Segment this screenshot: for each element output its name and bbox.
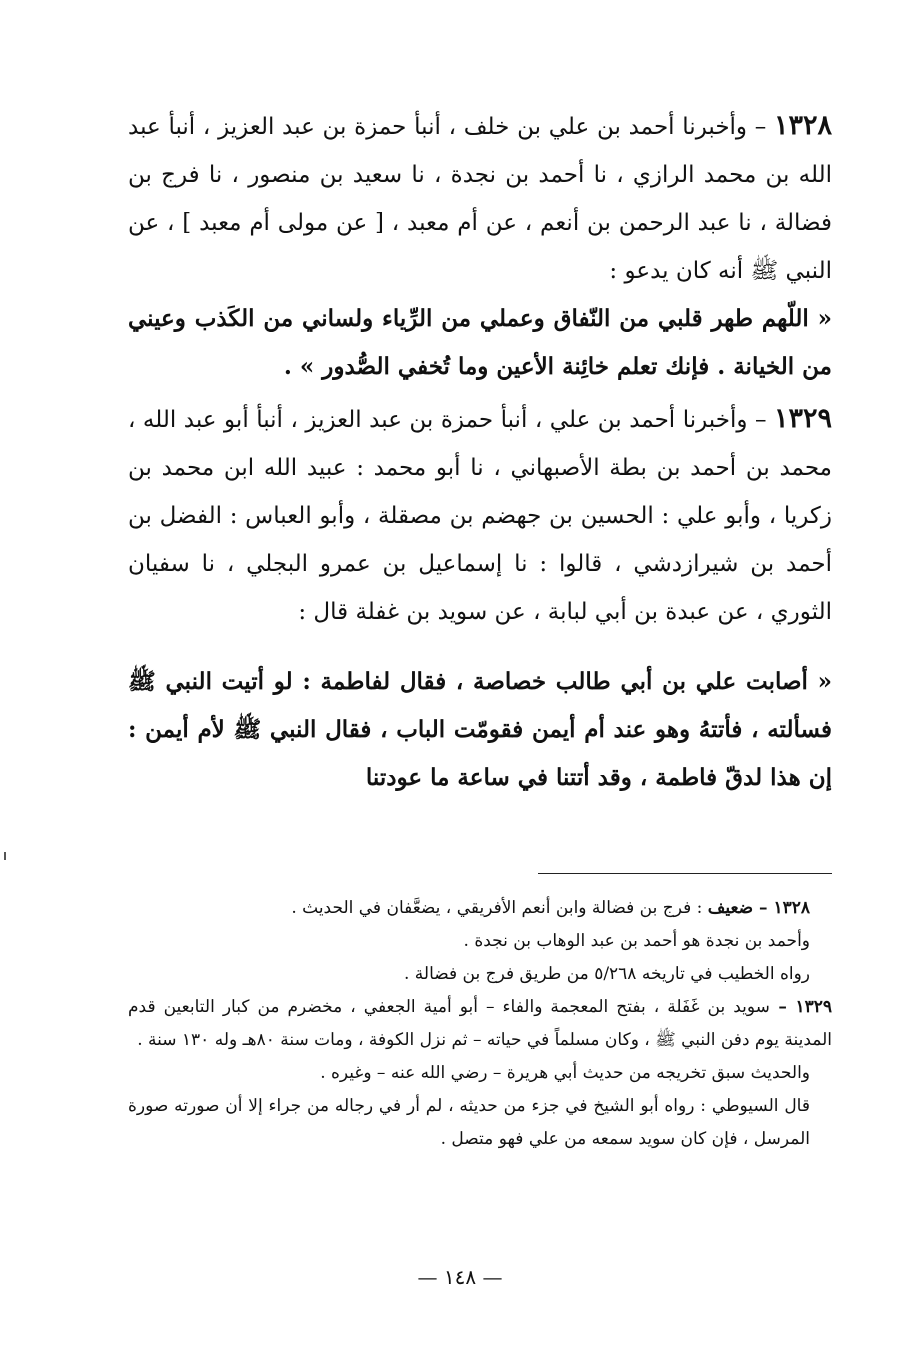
footnote-1329-line: والحديث سبق تخريجه من حديث أبي هريرة – رضي الله عنه – وغيره . bbox=[320, 1063, 810, 1083]
footnote-grade: ضعيف bbox=[707, 898, 754, 918]
number-dash: – bbox=[769, 997, 796, 1017]
hadith-number: ١٣٢٨ bbox=[774, 110, 833, 141]
number-dash: – bbox=[747, 407, 774, 433]
footnote-1328-line bbox=[128, 892, 832, 925]
footnotes bbox=[128, 892, 832, 1156]
hadith-1328-text: « اللّهم طهر قلبي من النّفاق وعملي من الرِّياء ولساني من الكَذب وعيني من الخيانة . فإنك تعلم خائِنة الأعين وما تُخفي الصُّدور » . bbox=[128, 305, 832, 380]
footnote-1328-line: رواه الخطيب في تاريخه ٥/٢٦٨ من طريق فرج بن فضالة . bbox=[404, 964, 810, 984]
footnote-1328-line: وأحمد بن نجدة هو أحمد بن عبد الوهاب بن نجدة . bbox=[463, 931, 810, 951]
hadith-1329-chain bbox=[128, 395, 832, 636]
footnote-number: ١٣٢٨ bbox=[773, 898, 810, 918]
spacer bbox=[128, 636, 832, 658]
footnote-1329-line bbox=[128, 991, 832, 1057]
page-number: — ١٤٨ — bbox=[417, 1265, 503, 1289]
footnote-text: : فرج بن فضالة وابن أنعم الأفريقي ، يضعَّفان في الحديث . bbox=[291, 898, 708, 918]
hadith-number: ١٣٢٩ bbox=[774, 403, 833, 434]
hadith-chain-text: وأخبرنا أحمد بن علي بن خلف ، أنبأ حمزة بن عبد العزيز ، أنبأ عبد الله بن محمد الرازي ، نا أحمد بن نجدة ، نا سعيد بن منصور ، نا فرج بن فضالة ، نا عبد الرحمن بن أنعم ، عن أم معبد ، [ عن مولى أم معبد ] ، عن النبي ﷺ أنه كان يدعو : bbox=[128, 114, 832, 284]
number-dash: – bbox=[747, 114, 774, 140]
footnote-1329-line: قال السيوطي : رواه أبو الشيخ في جزء من حديثه ، لم أر في رجاله من جراء إلا أن صورته صورة المرسل ، فإن كان سويد سمعه من علي فهو متصل . bbox=[128, 1096, 810, 1149]
scan-mark bbox=[4, 852, 6, 860]
main-text bbox=[128, 102, 832, 802]
hadith-chain-text: وأخبرنا أحمد بن علي ، أنبأ حمزة بن عبد العزيز ، أنبأ أبو عبد الله ، محمد بن أحمد بن بطة الأصبهاني ، نا أبو محمد : عبيد الله ابن محمد بن زكريا ، وأبو علي : الحسين بن جهضم بن مصقلة ، وأبو العباس : الفضل بن أحمد بن شيرازدشي ، قالوا : نا إسماعيل بن عمرو البجلي ، نا سفيان الثوري ، عن عبدة بن أبي لبابة ، عن سويد بن غفلة قال : bbox=[128, 407, 832, 625]
number-dash: – bbox=[753, 898, 774, 918]
footnote-text: سويد بن غَفَلة ، بفتح المعجمة والفاء – أبو أمية الجعفي ، مخضرم من كبار التابعين قدم المدينة يوم دفن النبي ﷺ ، وكان مسلماً في حياته – ثم نزل الكوفة ، ومات سنة ٨٠هـ وله ١٣٠ سنة . bbox=[128, 997, 832, 1050]
footnote-number: ١٣٢٩ bbox=[795, 997, 832, 1017]
hadith-1329-text: « أصابت علي بن أبي طالب خصاصة ، فقال لفاطمة : لو أتيت النبي ﷺ فسألته ، فأتتهُ وهو عند أم أيمن فقومّت الباب ، فقال النبي ﷺ لأم أيمن : إن هذا لدقّ فاطمة ، وقد أتتنا في ساعة ما عودتنا bbox=[128, 668, 833, 791]
footnote-separator bbox=[538, 873, 832, 874]
hadith-1328-chain bbox=[128, 102, 832, 295]
